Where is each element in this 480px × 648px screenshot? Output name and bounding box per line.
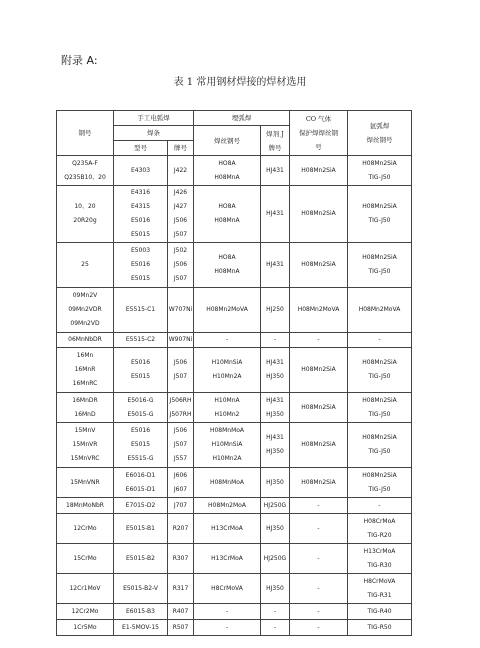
table-cell-wire: HO8A H08MnA xyxy=(194,243,261,288)
header-manual-arc: 手工电弧焊 xyxy=(114,111,194,126)
header-flux: 焊剂 J 牌号 xyxy=(261,126,290,156)
table-row xyxy=(57,544,412,574)
table-row xyxy=(57,620,412,636)
table-cell-argon: H08Mn2SiA TIG-J50 xyxy=(348,156,412,186)
table-cell-wire: H10MnA H10Mn2 xyxy=(194,393,261,423)
header-co2: CO 气体 保护焊焊丝钢 号 xyxy=(290,111,348,156)
table-cell-argon: - xyxy=(348,333,412,348)
header-electrode: 焊条 xyxy=(114,126,194,141)
table-cell-brand: W907Ni xyxy=(168,333,194,348)
table-cell-flux: HJ431 HJ350 xyxy=(261,348,290,393)
table-cell-co2: H08Mn2SiA xyxy=(290,186,348,243)
table-cell-argon: H08Mn2SiA TIG-J50 xyxy=(348,423,412,468)
table-cell-flux: HJ431 HJ350 xyxy=(261,393,290,423)
table-cell-brand: R507 xyxy=(168,620,194,636)
table-row xyxy=(57,156,412,186)
table-cell-co2: H08Mn2SiA xyxy=(290,468,348,498)
table-cell-steel: Q235A-F Q235B10、20 xyxy=(57,156,114,186)
table-cell-flux: - xyxy=(261,333,290,348)
table-row xyxy=(57,468,412,498)
table-cell-model: E4303 xyxy=(114,156,168,186)
header-submerged-arc: 埋弧焊 xyxy=(194,111,290,126)
table-row xyxy=(57,288,412,333)
table-cell-wire: - xyxy=(194,604,261,620)
table-cell-steel: 18MnMoNbR xyxy=(57,498,114,514)
header-steel: 钢号 xyxy=(57,111,114,156)
table-cell-flux: HJ431 HJ350 xyxy=(261,423,290,468)
table-cell-flux: HJ431 xyxy=(261,156,290,186)
table-cell-model: E5515-C2 xyxy=(114,333,168,348)
table-cell-argon: - xyxy=(348,498,412,514)
table-cell-co2: H08Mn2MoVA xyxy=(290,288,348,333)
table-cell-model: E5015-B1 xyxy=(114,514,168,544)
table-row xyxy=(57,514,412,544)
table-cell-wire: H10MnSiA H10Mn2A xyxy=(194,348,261,393)
table-cell-brand: J606 J607 xyxy=(168,468,194,498)
table-cell-co2: H08Mn2SiA xyxy=(290,393,348,423)
table-cell-brand: J506RH J507RH xyxy=(168,393,194,423)
table-cell-model: E5016 E5015 E5515-G xyxy=(114,423,168,468)
table-cell-steel: 16Mn 16MnR 16MnRC xyxy=(57,348,114,393)
table-cell-model: E6015-B3 xyxy=(114,604,168,620)
table-cell-brand: J506 J507 xyxy=(168,348,194,393)
appendix-label: 附录 A: xyxy=(61,54,98,67)
table-cell-wire: H8CrMoVA xyxy=(194,574,261,604)
header-argon: 氩弧焊 焊丝钢号 xyxy=(348,111,412,156)
table-cell-steel: 25 xyxy=(57,243,114,288)
table-cell-steel: 06MnNbDR xyxy=(57,333,114,348)
table-cell-brand: J707 xyxy=(168,498,194,514)
table-cell-flux: HJ350 xyxy=(261,574,290,604)
table-cell-model: E5003 E5016 E5015 xyxy=(114,243,168,288)
table-cell-wire: H08Mn2MoA xyxy=(194,498,261,514)
table-cell-steel: 1Cr5Mo xyxy=(57,620,114,636)
table-cell-steel: 10、20 20R20g xyxy=(57,186,114,243)
table-cell-wire: H13CrMoA xyxy=(194,544,261,574)
table-cell-flux: - xyxy=(261,620,290,636)
table-cell-flux: - xyxy=(261,604,290,620)
table-cell-wire: - xyxy=(194,620,261,636)
table-cell-steel: 15MnV 15MnVR 15MnVRC xyxy=(57,423,114,468)
table-cell-steel: 12CrMo xyxy=(57,514,114,544)
table-cell-model: E5015-B2-V xyxy=(114,574,168,604)
table-cell-steel: 15CrMo xyxy=(57,544,114,574)
table-cell-brand: J506 J507 J557 xyxy=(168,423,194,468)
table-cell-model: E5015-B2 xyxy=(114,544,168,574)
table-cell-flux: HJ250 xyxy=(261,288,290,333)
table-cell-flux: HJ431 xyxy=(261,186,290,243)
table-row xyxy=(57,348,412,393)
table-cell-wire: HO8A H08MnA xyxy=(194,186,261,243)
welding-material-table xyxy=(56,110,412,636)
header-model: 型号 xyxy=(114,141,168,156)
table-cell-wire: HO8A H08MnA xyxy=(194,156,261,186)
table-cell-flux: HJ431 xyxy=(261,243,290,288)
table-cell-brand: W707Ni xyxy=(168,288,194,333)
table-cell-co2: - xyxy=(290,544,348,574)
table-row xyxy=(57,498,412,514)
table-cell-model: E5515-C1 xyxy=(114,288,168,333)
table-cell-flux: HJ250G xyxy=(261,498,290,514)
table-cell-wire: H08MnMoA H10MnSiA H10Mn2A xyxy=(194,423,261,468)
table-cell-co2: - xyxy=(290,620,348,636)
table-cell-argon: H8CrMoVA TIG-R31 xyxy=(348,574,412,604)
table-cell-brand: R307 xyxy=(168,544,194,574)
header-wire-steel: 焊丝钢号 xyxy=(194,126,261,156)
table-cell-model: E5016-G E5015-G xyxy=(114,393,168,423)
table-row xyxy=(57,574,412,604)
table-cell-argon: H08Mn2SiA TIG-J50 xyxy=(348,468,412,498)
table-cell-flux: HJ350 xyxy=(261,468,290,498)
table-cell-brand: R317 xyxy=(168,574,194,604)
table-row xyxy=(57,423,412,468)
table-cell-co2: - xyxy=(290,604,348,620)
header-brand: 牌号 xyxy=(168,141,194,156)
table-cell-co2: - xyxy=(290,514,348,544)
table-cell-brand: J422 xyxy=(168,156,194,186)
table-cell-argon: H08Mn2SiA TIG-J50 xyxy=(348,186,412,243)
table-cell-model: E5016 E5015 xyxy=(114,348,168,393)
table-cell-co2: H08Mn2SiA xyxy=(290,348,348,393)
table-cell-co2: H08Mn2SiA xyxy=(290,156,348,186)
table-cell-steel: 16MnDR 16MnD xyxy=(57,393,114,423)
table-cell-model: E1-5MOV-15 xyxy=(114,620,168,636)
table-cell-steel: 12Cr2Mo xyxy=(57,604,114,620)
table-cell-steel: 09Mn2V 09Mn2VDR 09Mn2VD xyxy=(57,288,114,333)
table-cell-argon: H08Mn2SiA TIG-J50 xyxy=(348,243,412,288)
table-cell-steel: 12Cr1MoV xyxy=(57,574,114,604)
table-cell-steel: 15MnVNR xyxy=(57,468,114,498)
table-cell-wire: - xyxy=(194,333,261,348)
table-cell-argon: H08CrMoA TIG-R20 xyxy=(348,514,412,544)
table-cell-argon: H08Mn2SiA TIG-J50 xyxy=(348,393,412,423)
table-cell-co2: - xyxy=(290,498,348,514)
table-cell-brand: R207 xyxy=(168,514,194,544)
table-row xyxy=(57,243,412,288)
table-cell-co2: - xyxy=(290,574,348,604)
table-cell-model: E4316 E4315 E5016 E5015 xyxy=(114,186,168,243)
table-cell-argon: TIG-R40 xyxy=(348,604,412,620)
table-cell-co2: H08Mn2SiA xyxy=(290,423,348,468)
table-cell-wire: H08Mn2MoVA xyxy=(194,288,261,333)
table-cell-argon: H08Mn2MoVA xyxy=(348,288,412,333)
table-cell-argon: H08Mn2SiA TIG-J50 xyxy=(348,348,412,393)
table-cell-argon: TIG-R50 xyxy=(348,620,412,636)
table-cell-wire: H08MnMoA xyxy=(194,468,261,498)
table-cell-co2: H08Mn2SiA xyxy=(290,243,348,288)
table-row xyxy=(57,333,412,348)
table-cell-model: E6016-D1 E6015-D1 xyxy=(114,468,168,498)
table-cell-brand: J426 J427 J506 J507 xyxy=(168,186,194,243)
table-cell-brand: R407 xyxy=(168,604,194,620)
table-title: 表 1 常用钢材焊接的焊材选用 xyxy=(173,77,307,88)
table-row xyxy=(57,604,412,620)
table-cell-flux: HJ350 xyxy=(261,514,290,544)
table-row xyxy=(57,393,412,423)
table-cell-model: E7015-D2 xyxy=(114,498,168,514)
table-cell-wire: H13CrMoA xyxy=(194,514,261,544)
table-cell-co2: - xyxy=(290,333,348,348)
table-cell-brand: J502 J506 J507 xyxy=(168,243,194,288)
table-row xyxy=(57,186,412,243)
table-cell-argon: H13CrMoA TIG-R30 xyxy=(348,544,412,574)
table-cell-flux: HJ250G xyxy=(261,544,290,574)
